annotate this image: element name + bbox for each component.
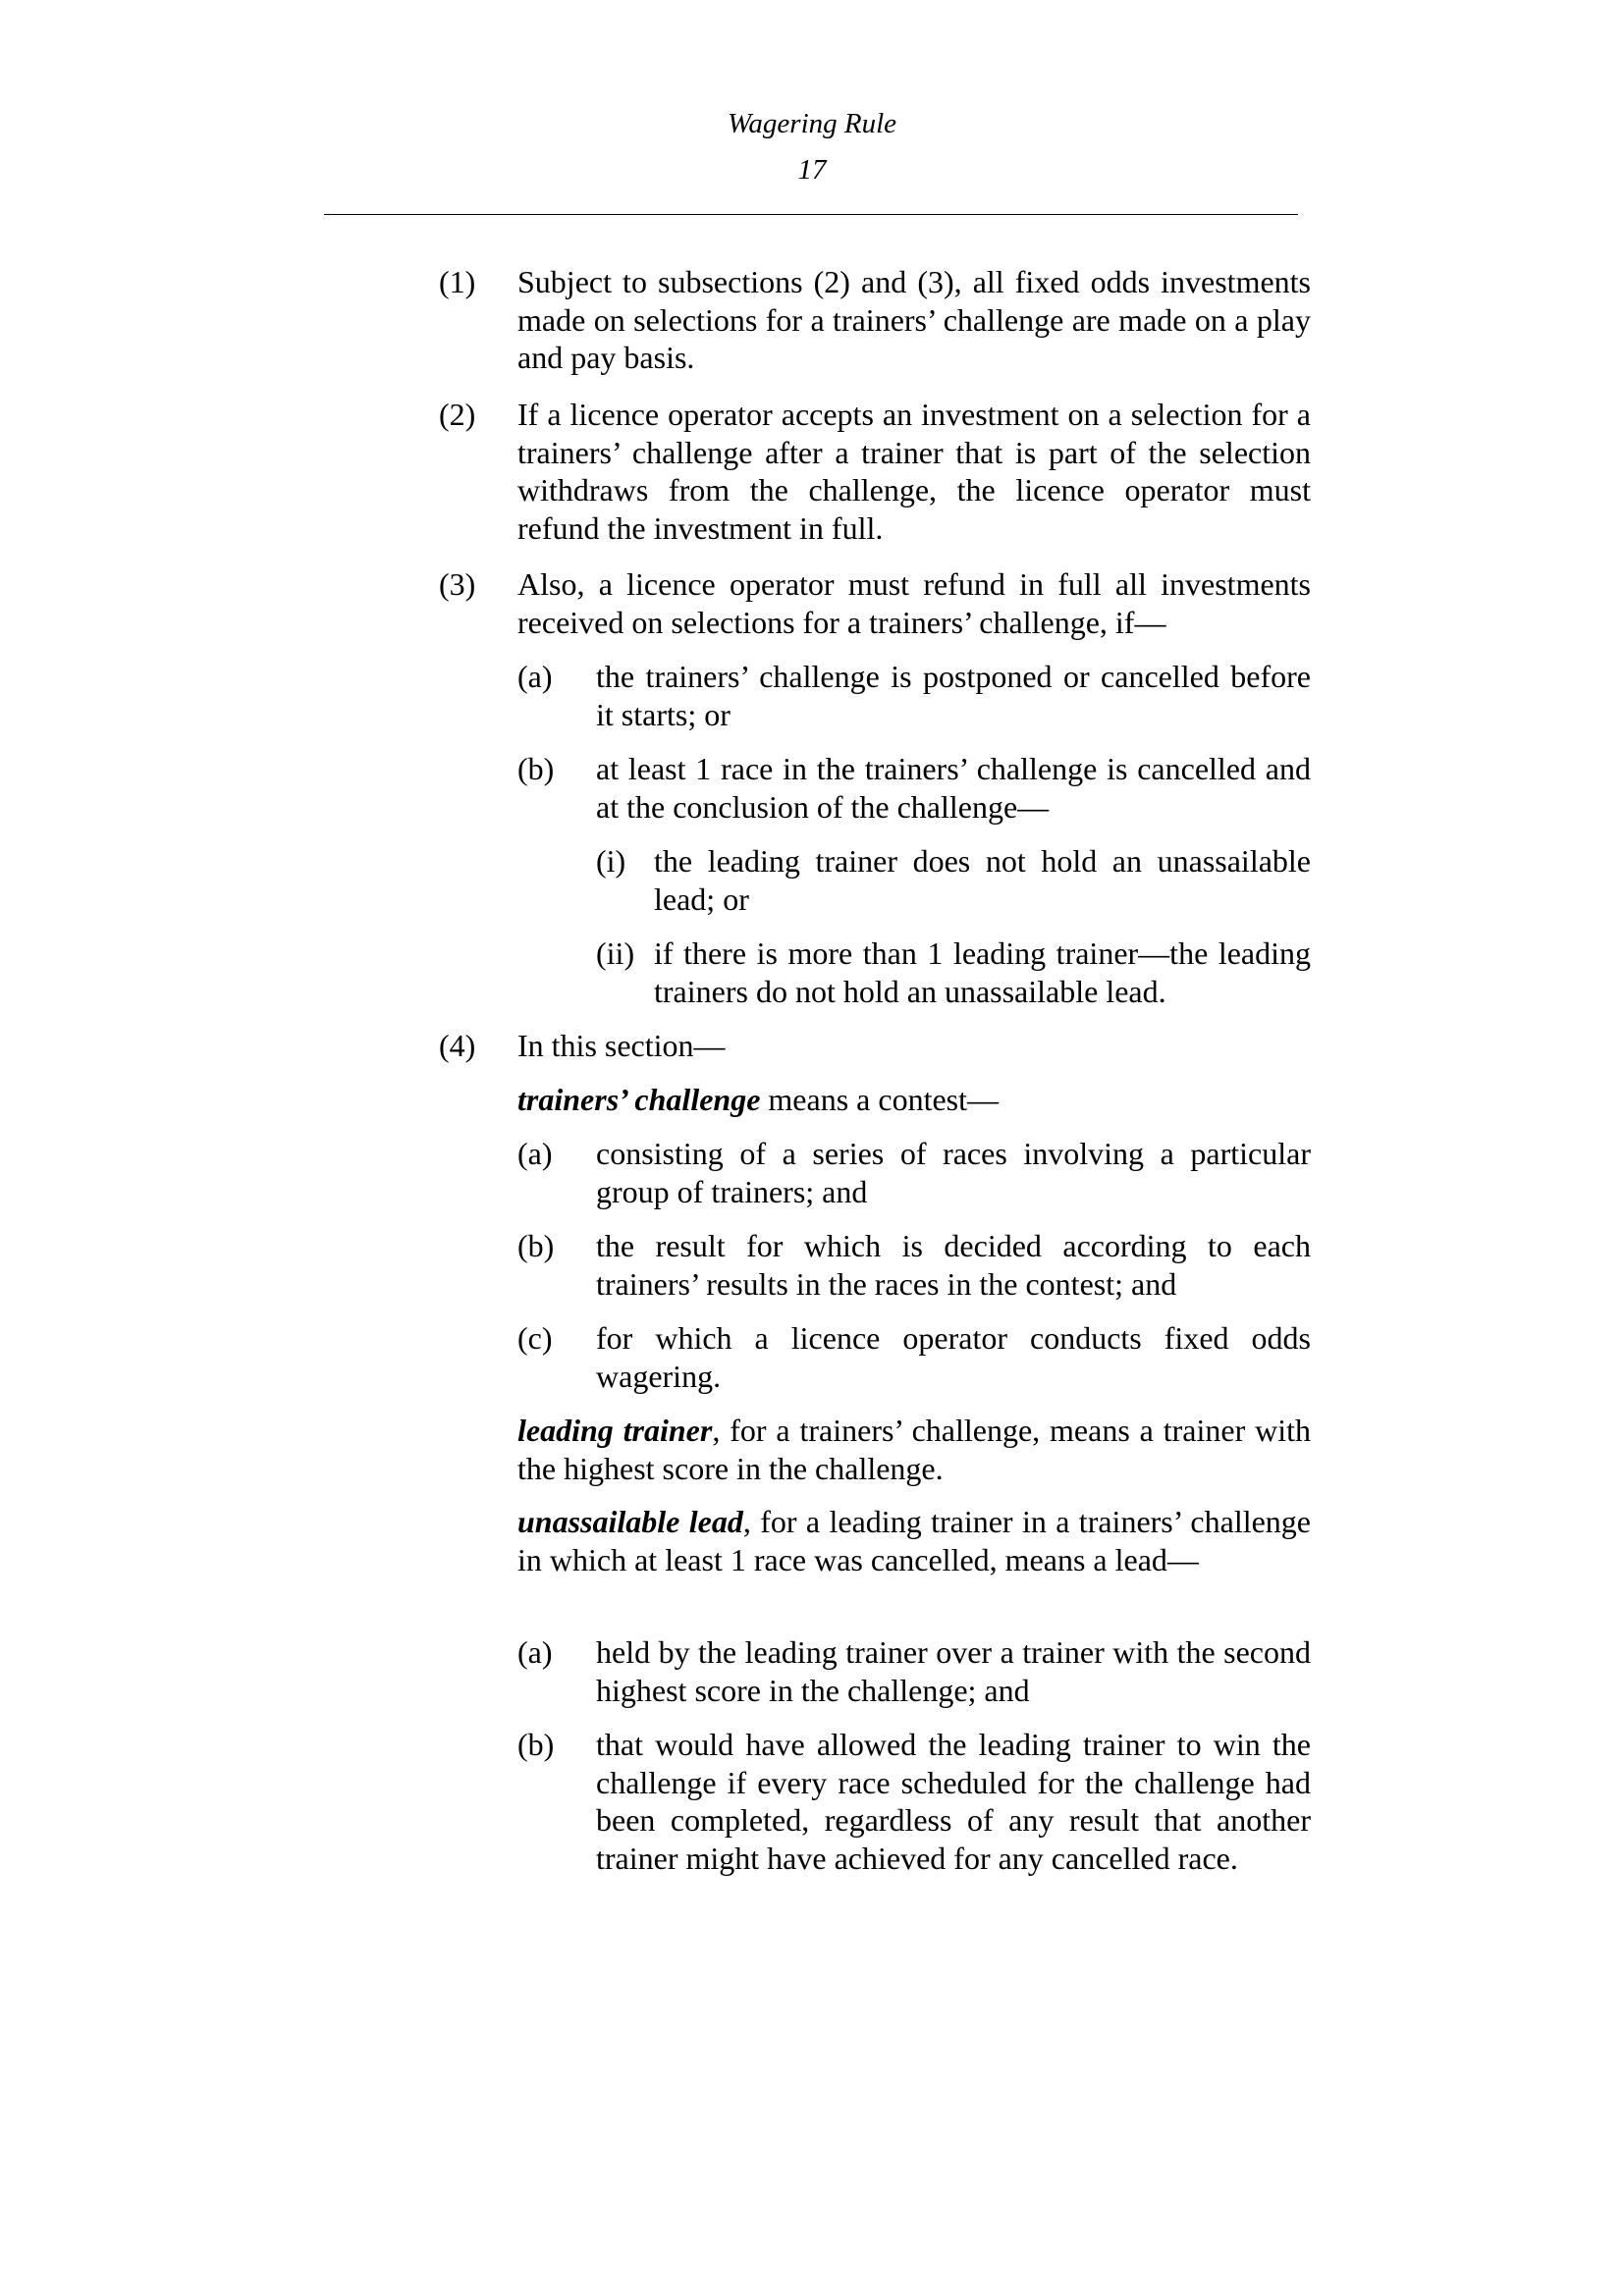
subsection-number: (1) bbox=[439, 264, 476, 299]
subparagraph-number: (i) bbox=[596, 843, 626, 879]
paragraph-text: the trainers’ challenge is postponed or cancelled before it starts; or bbox=[596, 659, 1311, 732]
subparagraph-text: the leading trainer does not hold an unassailable lead; or bbox=[654, 843, 1311, 917]
subsection-text: Subject to subsections (2) and (3), all fixed odds investments made on selections for a trainers’ challenge are made on a play and pay basis. bbox=[517, 264, 1311, 375]
paragraph-number: (c) bbox=[517, 1320, 553, 1356]
running-header-title: Wagering Rule bbox=[727, 108, 897, 139]
subsection-number: (3) bbox=[439, 566, 476, 602]
header-rule bbox=[324, 214, 1298, 215]
paragraph-number: (a) bbox=[517, 1136, 553, 1171]
paragraph-text: the result for which is decided according to each trainers’ results in the races in the contest; and bbox=[596, 1228, 1311, 1302]
subparagraph-text: if there is more than 1 leading trainer—the leading trainers do not hold an unassailable lead. bbox=[654, 935, 1311, 1009]
paragraph-number: (a) bbox=[517, 1634, 553, 1670]
subsection-text: In this section— bbox=[517, 1028, 726, 1063]
defined-term: unassailable lead bbox=[517, 1504, 743, 1539]
page-number: 17 bbox=[797, 154, 827, 186]
paragraph-text: for which a licence operator conducts fixed odds wagering. bbox=[596, 1320, 1311, 1394]
paragraph-text: that would have allowed the leading trainer to win the challenge if every race scheduled for the challenge had been completed, regardless of any result that another trainer might have achieved for any cancelled race. bbox=[596, 1727, 1311, 1876]
paragraph-text: held by the leading trainer over a trainer with the second highest score in the challenge; and bbox=[596, 1634, 1311, 1708]
paragraph-text: consisting of a series of races involving a particular group of trainers; and bbox=[596, 1136, 1311, 1209]
paragraph-number: (b) bbox=[517, 1228, 555, 1263]
paragraph-number: (b) bbox=[517, 1727, 555, 1762]
defined-term: leading trainer bbox=[517, 1413, 713, 1448]
defined-term: trainers’ challenge bbox=[517, 1082, 761, 1117]
subparagraph-number: (ii) bbox=[596, 935, 635, 971]
paragraph-number: (b) bbox=[517, 751, 555, 786]
paragraph-text: at least 1 race in the trainers’ challenge is cancelled and at the conclusion of the challenge— bbox=[596, 751, 1311, 825]
definition-text: , for a trainers’ challenge, means a trainer with the highest score in the challenge. bbox=[517, 1413, 1312, 1486]
definition-text: , for a leading trainer in a trainers’ challenge in which at least 1 race was cancelled, means a lead— bbox=[517, 1504, 1312, 1577]
subsection-number: (4) bbox=[439, 1028, 476, 1063]
subsection-text: If a licence operator accepts an investment on a selection for a trainers’ challenge after a trainer that is part of the selection withdraws from the challenge, the licence operator must refund the investment in full. bbox=[517, 397, 1311, 546]
paragraph-number: (a) bbox=[517, 659, 553, 694]
subsection-number: (2) bbox=[439, 397, 476, 432]
definition-text: means a contest— bbox=[760, 1082, 999, 1117]
subsection-text: Also, a licence operator must refund in full all investments received on selections for a trainers’ challenge, if— bbox=[517, 566, 1311, 640]
